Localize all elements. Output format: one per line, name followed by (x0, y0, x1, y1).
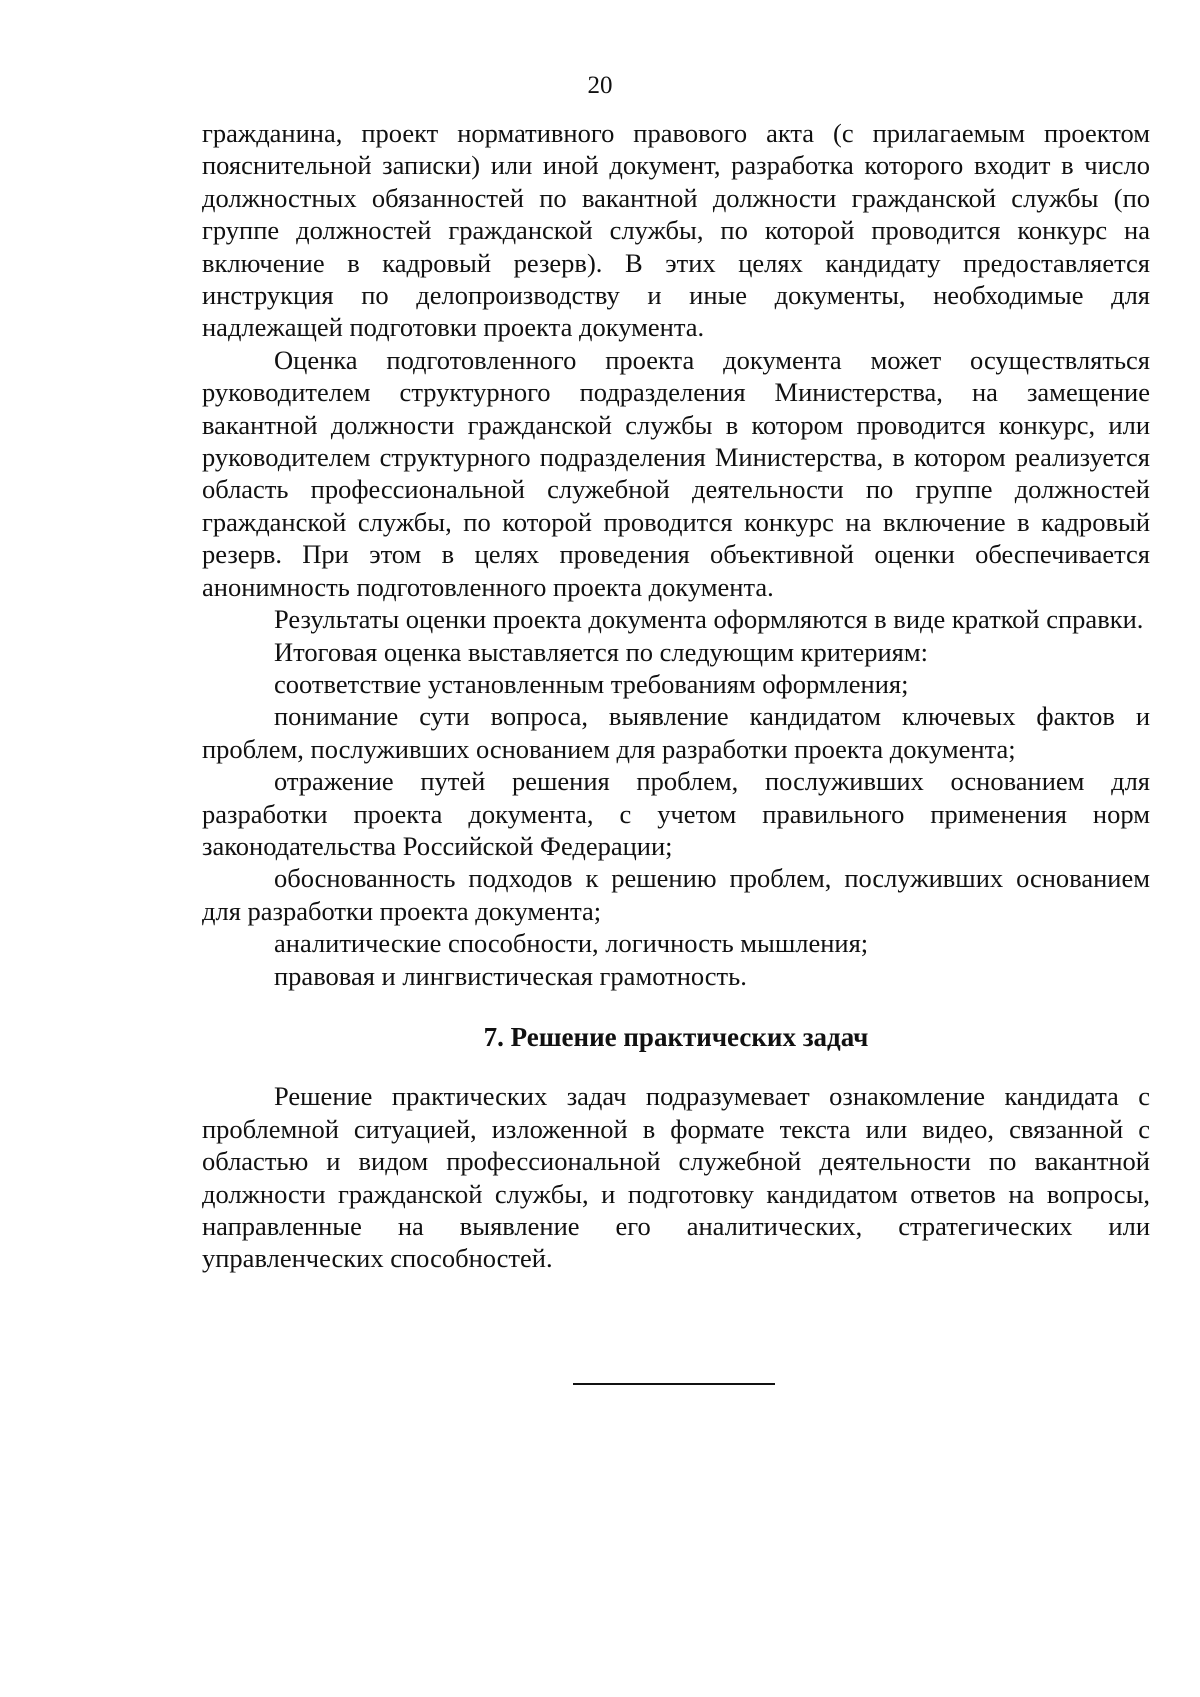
section-heading: 7. Решение практических задач (483, 1021, 869, 1052)
criterion-item: обоснованность подходов к решению проблем, послуживших основанием для разработки проекта документа; (202, 863, 1150, 926)
criterion-item: отражение путей решения проблем, послуживших основанием для разработки проекта документа, с учетом правильного применения норм законодательства Российской Федерации; (202, 766, 1150, 861)
paragraph-criteria-intro: Итоговая оценка выставляется по следующим критериям: (274, 636, 928, 667)
page-number: 20 (587, 72, 613, 99)
document-body (202, 117, 1150, 1275)
paragraph-practical-tasks: Решение практических задач подразумевает ознакомление кандидата с проблемной ситуацией, изложенной в формате текста или видео, связанной с областью и видом профессиональной служебной деятельности по вакантной должности гражданской службы, и подготовку кандидатом ответов на вопросы, направленные на выявление его аналитических, стратегических или управленческих способностей. (202, 1081, 1150, 1274)
paragraph-continuation: гражданина, проект нормативного правового акта (с прилагаемым проектом пояснительной записки) или иной документ, разработка которого входит в число должностных обязанностей по вакантной должности гражданской службы (по группе должностей гражданской службы, по которой проводится конкурс на включение в кадровый резерв). В этих целях кандидату предоставляется инструкция по делопроизводству и иные документы, необходимые для надлежащей подготовки проекта документа. (202, 118, 1150, 343)
criterion-item: правовая и лингвистическая грамотность. (274, 960, 747, 991)
criterion-item: понимание сути вопроса, выявление кандидатом ключевых фактов и проблем, послуживших основанием для разработки проекта документа; (202, 701, 1150, 764)
paragraph-evaluation: Оценка подготовленного проекта документа может осуществляться руководителем структурного подразделения Министерства, на замещение вакантной должности гражданской службы в котором проводится конкурс, или руководителем структурного подразделения Министерства, в котором реализуется область профессиональной служебной деятельности по группе должностей гражданской службы, по которой проводится конкурс на включение в кадровый резерв. При этом в целях проведения объективной оценки обеспечивается анонимность подготовленного проекта документа. (202, 344, 1150, 602)
end-of-document-rule (573, 1383, 775, 1385)
criterion-item: аналитические способности, логичность мышления; (274, 928, 869, 959)
paragraph-results: Результаты оценки проекта документа оформляются в виде краткой справки. (274, 604, 1144, 635)
criterion-item: соответствие установленным требованиям оформления; (274, 668, 909, 699)
